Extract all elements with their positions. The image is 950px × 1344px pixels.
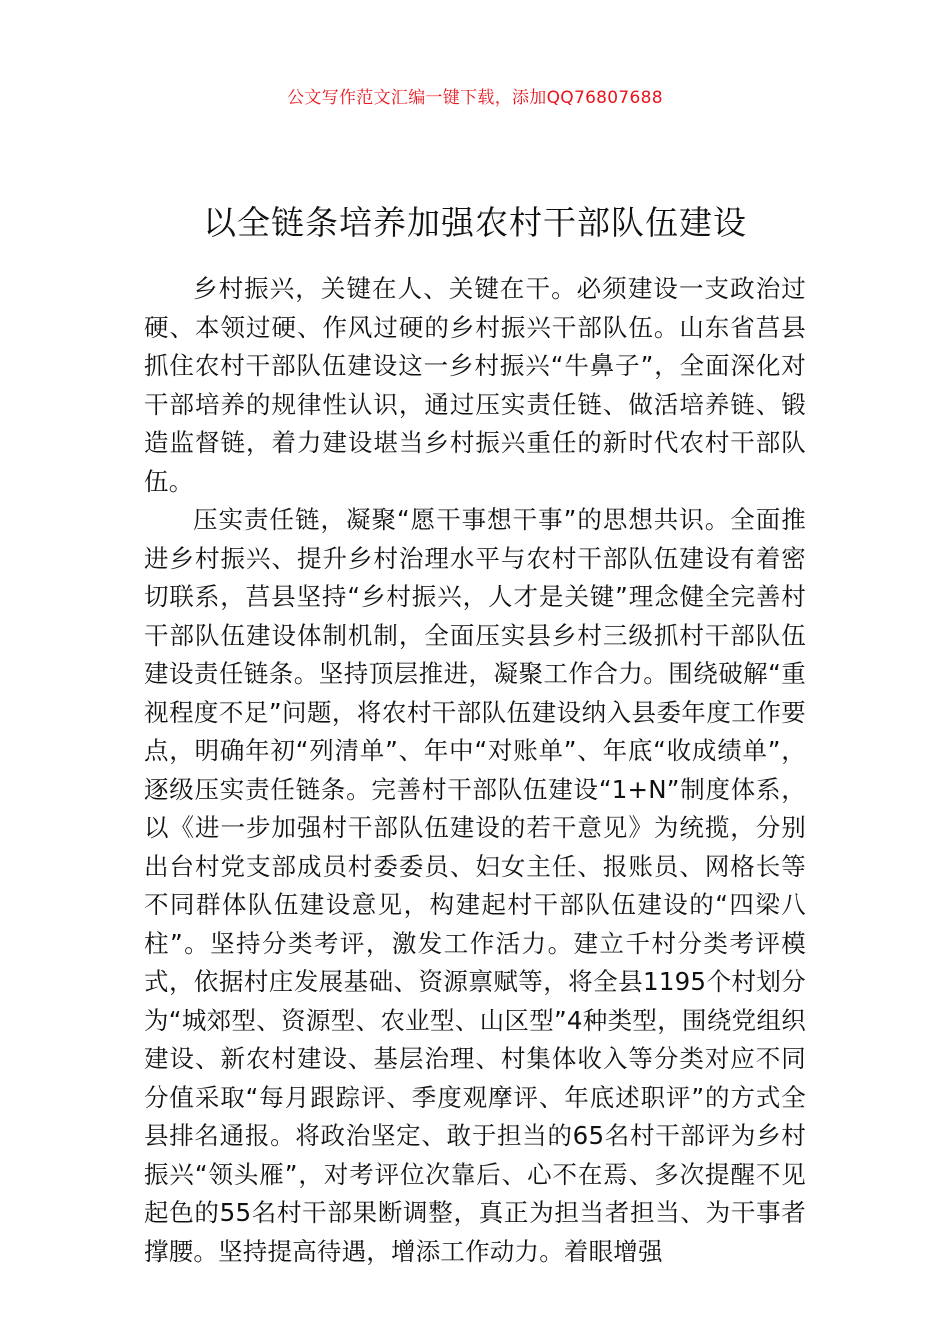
paragraph-responsibility-chain: 压实责任链，凝聚“愿干事想干事”的思想共识。全面推进乡村振兴、提升乡村治理水平与农村干部队伍建设有着密切联系，莒县坚持“乡村振兴，人才是关键”理念健全完善村干部队伍建设体制机制，全面压实县乡村三级抓村干部队伍建设责任链条。坚持顶层推进，凝聚工作合力。围绕破解“重视程度不足”问题，将农村干部队伍建设纳入县委年度工作要点，明确年初“列清单”、年中“对账单”、年底“收成绩单”，逐级压实责任链条。完善村干部队伍建设“1+N”制度体系，以《进一步加强村干部队伍建设的若干意见》为统揽，分别出台村党支部成员村委委员、妇女主任、报账员、网格长等不同群体队伍建设意见，构建起村干部队伍建设的“四梁八柱”。坚持分类考评，激发工作活力。建立千村分类考评模式，依据村庄发展基础、资源禀赋等，将全县1195个村划分为“城郊型、资源型、农业型、山区型”4种类型，围绕党组织建设、新农村建设、基层治理、村集体收入等分类对应不同分值采取“每月跟踪评、季度观摩评、年底述职评”的方式全县排名通报。将政治坚定、敢于担当的65名村干部评为乡村振兴“领头雁”，对考评位次靠后、心不在焉、多次提醒不见起色的55名村干部果断调整，真正为担当者担当、为干事者撑腰。坚持提高待遇，增添工作动力。着眼增强 [144, 505, 806, 1266]
document-body [144, 270, 806, 1271]
paragraph-intro: 乡村振兴，关键在人、关键在干。必须建设一支政治过硬、本领过硬、作风过硬的乡村振兴干部队伍。山东省莒县抓住农村干部队伍建设这一乡村振兴“牛鼻子”，全面深化对干部培养的规律性认识，通过压实责任链、做活培养链、锻造监督链，着力建设堪当乡村振兴重任的新时代农村干部队伍。 [144, 274, 806, 496]
document-title: 以全链条培养加强农村干部队伍建设 [203, 203, 747, 243]
download-promo-note: 公文写作范文汇编一键下载，添加QQ76807688 [287, 88, 663, 108]
